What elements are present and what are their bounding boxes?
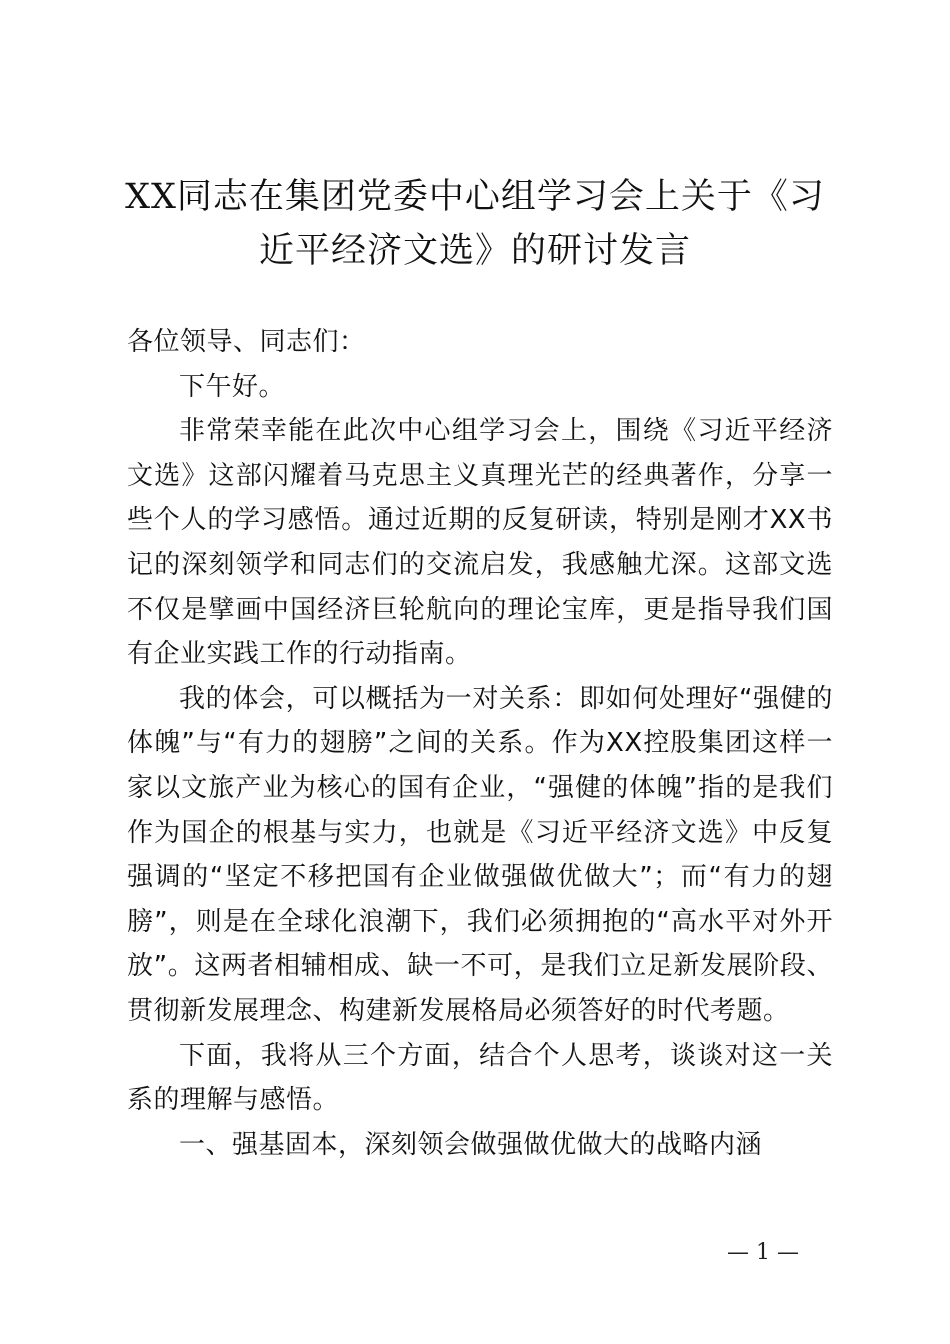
salutation: 各位领导、同志们： [127, 327, 366, 357]
document-title: XX同志在集团党委中心组学习会上关于《习近平经济文选》的研讨发言 [125, 177, 825, 271]
body-paragraph: 非常荣幸能在此次中心组学习会上，围绕《习近平经济文选》这部闪耀着马克思主义真理光芒的经典著作，分享一些个人的学习感悟。通过近期的反复研读，特别是刚才XX书记的深刻领学和同志们的交流启发，我感触尤深。这部文选不仅是擘画中国经济巨轮航向的理论宝库，更是指导我们国有企业实践工作的行动指南。 [127, 416, 833, 670]
page-number: — 1 — [727, 1240, 799, 1265]
document-body [127, 320, 833, 1167]
body-paragraph: 我的体会，可以概括为一对关系：即如何处理好“强健的体魄”与“有力的翅膀”之间的关系。作为XX控股集团这样一家以文旅产业为核心的国有企业，“强健的体魄”指的是我们作为国企的根基与实力，也就是《习近平经济文选》中反复强调的“坚定不移把国有企业做强做优做大”；而“有力的翅膀”，则是在全球化浪潮下，我们必须拥抱的“高水平对外开放”。这两者相辅相成、缺一不可，是我们立足新发展阶段、贯彻新发展理念、构建新发展格局必须答好的时代考题。 [127, 683, 833, 1026]
body-paragraph: 下面，我将从三个方面，结合个人思考，谈谈对这一关系的理解与感悟。 [127, 1040, 833, 1116]
section-heading: 一、强基固本，深刻领会做强做优做大的战略内涵 [179, 1129, 763, 1160]
greeting: 下午好。 [179, 371, 286, 402]
